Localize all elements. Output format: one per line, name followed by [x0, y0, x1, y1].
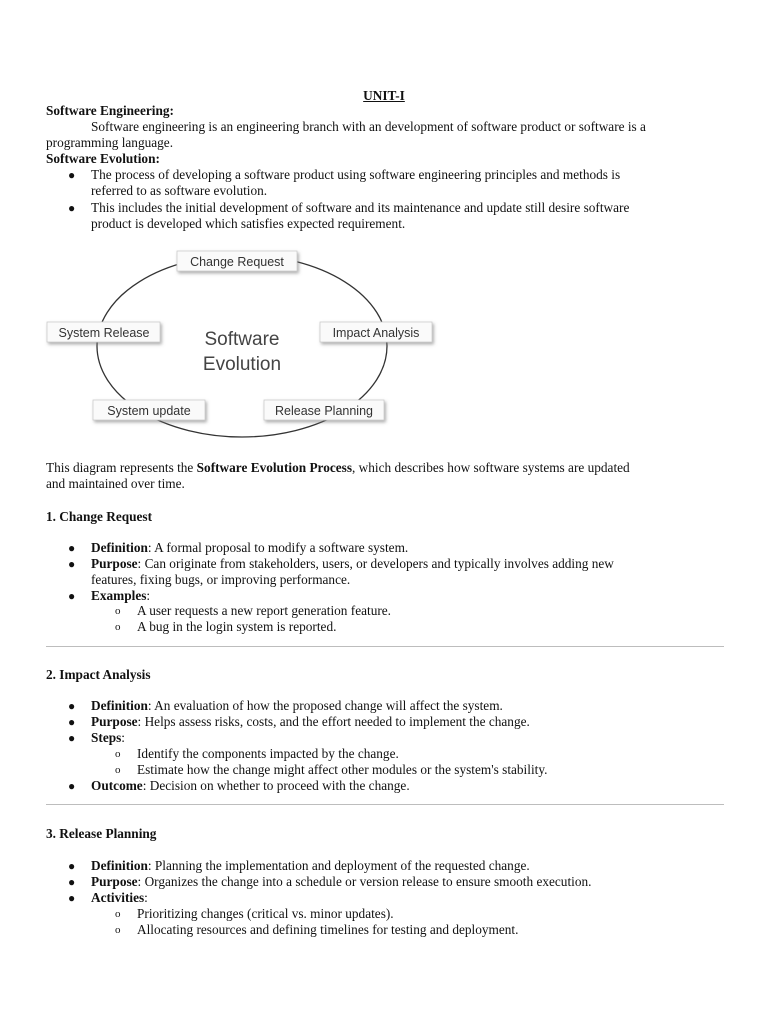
bullet-icon: ●: [68, 875, 76, 889]
s1-examples: [91, 588, 150, 604]
text: : Organizes the change into a schedule or version release to ensure smooth execution.: [137, 874, 592, 889]
bullet-icon: ●: [68, 201, 76, 215]
circle-bullet-icon: o: [115, 924, 121, 936]
label: Definition: [91, 540, 148, 555]
bullet-icon: ●: [68, 168, 76, 182]
page-title: UNIT-I: [363, 88, 405, 103]
diagram-description-line2: and maintained over time.: [46, 476, 185, 491]
diagram-description-line1: [46, 460, 630, 476]
bullet-icon: ●: [68, 779, 76, 793]
intro-post: , which describes how software systems are updated: [352, 460, 630, 475]
label: Examples: [91, 588, 147, 603]
circle-bullet-icon: o: [115, 748, 121, 760]
bullet-icon: ●: [68, 715, 76, 729]
divider: [46, 646, 724, 647]
bullet-icon: ●: [68, 699, 76, 713]
section1-heading: 1. Change Request: [46, 509, 153, 524]
s1-purpose-line1: [91, 556, 614, 572]
s1-definition: [91, 540, 408, 556]
ev-bullet2-line1: This includes the initial development of software and its maintenance and update still desire software: [91, 200, 630, 215]
software-evolution-diagram: [44, 248, 444, 448]
ev-heading: Software Evolution:: [46, 151, 160, 166]
s3-definition: [91, 858, 530, 874]
label: Outcome: [91, 778, 143, 793]
label: Definition: [91, 698, 148, 713]
bullet-icon: ●: [68, 557, 76, 571]
label: Purpose: [91, 714, 138, 729]
text: :: [146, 588, 151, 603]
s3-activity2: Allocating resources and defining timelines for testing and deployment.: [137, 922, 519, 937]
divider: [46, 804, 724, 805]
s2-step2: Estimate how the change might affect other modules or the system's stability.: [137, 762, 548, 777]
node-impact-analysis-label: Impact Analysis: [332, 326, 420, 340]
s1-purpose-line2: features, fixing bugs, or improving performance.: [91, 572, 351, 587]
label: Activities: [91, 890, 145, 905]
circle-bullet-icon: o: [115, 764, 121, 776]
s2-steps: [91, 730, 125, 746]
node-change-request-label: Change Request: [190, 255, 284, 269]
circle-bullet-icon: o: [115, 908, 121, 920]
section3-heading: 3. Release Planning: [46, 826, 157, 841]
node-release-planning-label: Release Planning: [275, 404, 373, 418]
label: Steps: [91, 730, 122, 745]
diagram-center-line2: Evolution: [202, 354, 282, 375]
text: :: [121, 730, 125, 745]
text: : An evaluation of how the proposed change will affect the system.: [147, 698, 503, 713]
bullet-icon: ●: [68, 541, 76, 555]
text: : Helps assess risks, costs, and the effort needed to implement the change.: [137, 714, 530, 729]
s2-purpose: [91, 714, 530, 730]
intro-bold: Software Evolution Process: [196, 460, 353, 475]
circle-bullet-icon: o: [115, 605, 121, 617]
s1-example2: A bug in the login system is reported.: [137, 619, 337, 634]
label: Definition: [91, 858, 148, 873]
text: : Planning the implementation and deployment of the requested change.: [147, 858, 530, 873]
se-heading: Software Engineering:: [46, 103, 174, 118]
bullet-icon: ●: [68, 731, 76, 745]
se-paragraph-line1: Software engineering is an engineering branch with an development of software product or software is a: [91, 119, 646, 134]
bullet-icon: ●: [68, 891, 76, 905]
s2-step1: Identify the components impacted by the change.: [137, 746, 399, 761]
s3-purpose: [91, 874, 591, 890]
label: Purpose: [91, 874, 138, 889]
ev-bullet1-line2: referred to as software evolution.: [91, 183, 268, 198]
intro-pre: This diagram represents the: [46, 460, 197, 475]
text: : A formal proposal to modify a software system.: [147, 540, 409, 555]
s1-example1: A user requests a new report generation feature.: [137, 603, 392, 618]
ev-bullet2-line2: product is developed which satisfies expected requirement.: [91, 216, 406, 231]
label: Purpose: [91, 556, 138, 571]
diagram-center-line1: Software: [204, 329, 280, 350]
s3-activities: [91, 890, 148, 906]
text: : Decision on whether to proceed with the change.: [142, 778, 410, 793]
node-system-release-label: System Release: [58, 326, 150, 340]
s3-activity1: Prioritizing changes (critical vs. minor updates).: [137, 906, 394, 921]
s2-outcome: [91, 778, 410, 794]
text: :: [144, 890, 148, 905]
bullet-icon: ●: [68, 859, 76, 873]
s2-definition: [91, 698, 503, 714]
ev-bullet1-line1: The process of developing a software product using software engineering principles and methods is: [91, 167, 621, 182]
text: : Can originate from stakeholders, users, or developers and typically involves adding new: [137, 556, 614, 571]
section2-heading: 2. Impact Analysis: [46, 667, 151, 682]
bullet-icon: ●: [68, 589, 76, 603]
se-paragraph-line2: programming language.: [46, 135, 174, 150]
circle-bullet-icon: o: [115, 621, 121, 633]
node-system-update-label: System update: [107, 404, 191, 418]
